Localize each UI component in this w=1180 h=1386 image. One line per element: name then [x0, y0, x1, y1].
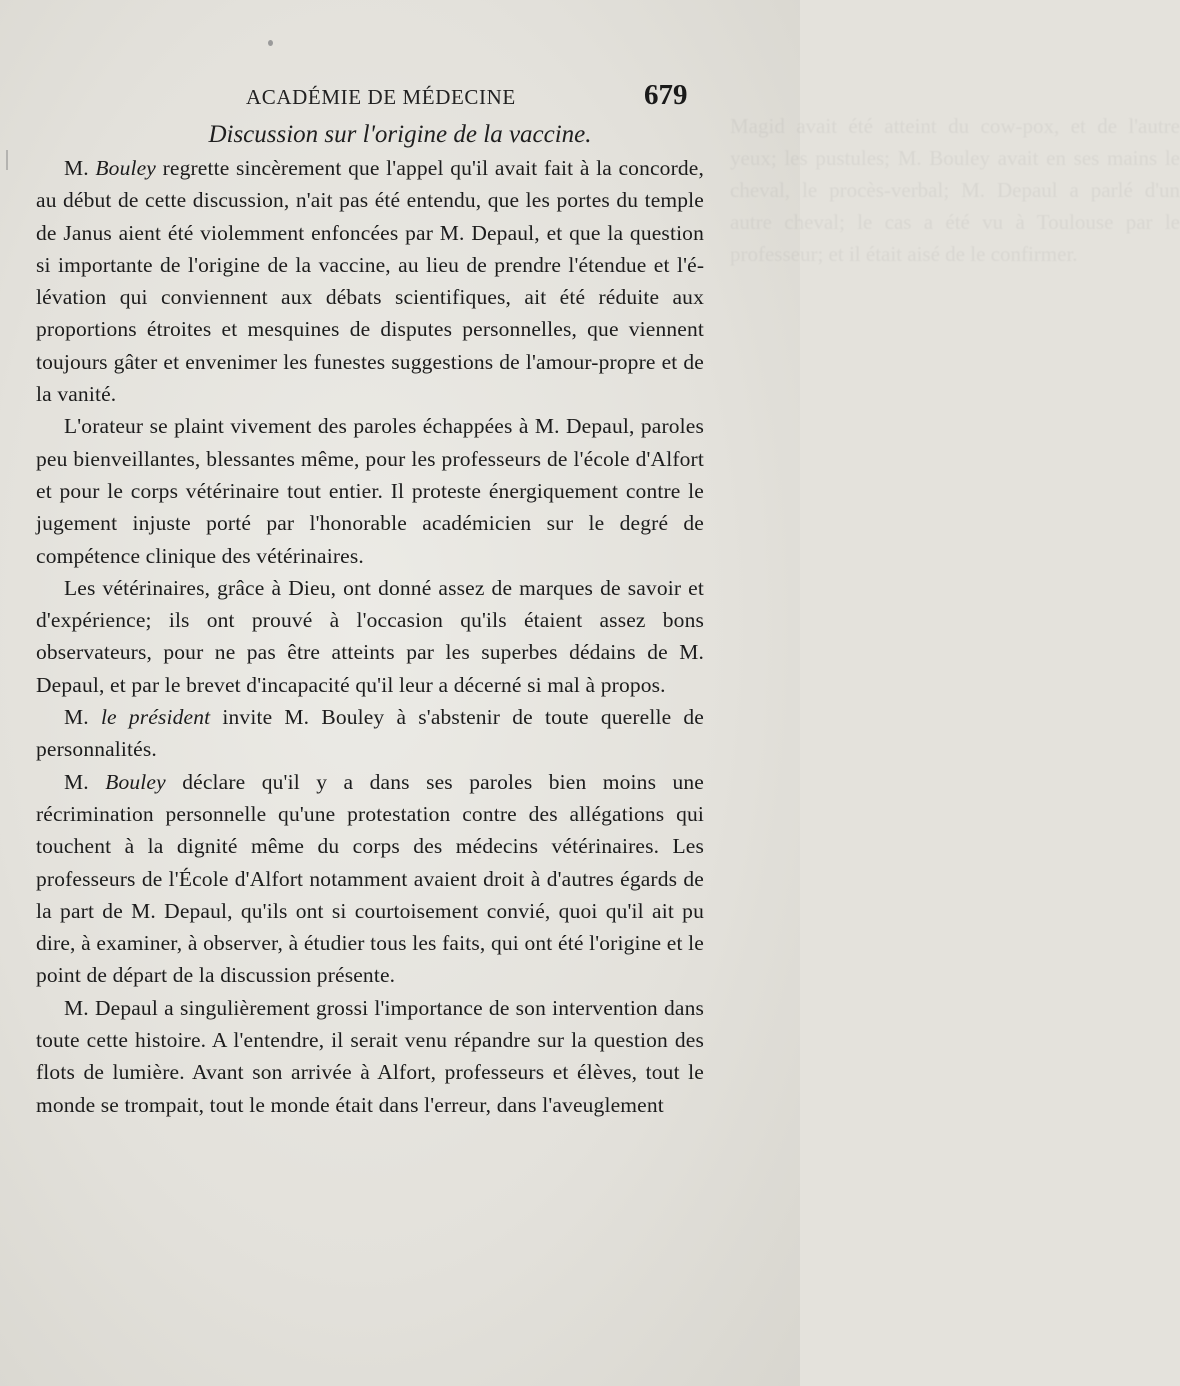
speaker-name: le président	[100, 705, 211, 730]
paragraph-1	[36, 152, 704, 410]
ink-speck	[268, 40, 273, 46]
body-text	[36, 152, 704, 1121]
page-header	[0, 79, 800, 113]
speaker-name: Bouley	[105, 769, 166, 794]
paragraph-text: invite M. Bouley à s'abstenir de toute querelle de personnalités.	[36, 705, 704, 762]
paragraph-5	[36, 766, 704, 992]
paragraph-text: regrette sincèrement que l'appel qu'il avait fait à la concorde, au début de cette discussion, n'ait pas été entendu, que les portes du temple de Janus aient été violemment enfoncées par M. Depaul, et que la question si importante de l'origine de la vaccine, au lieu de prendre l'étendue et l'élévation qui conviennent aux débats scientifiques, ait été réduite aux proportions étroites et mesquines de disputes personnelles, que viennent toujours gâter et envenimer les funestes suggestions de l'amour-propre et de la vanité.	[36, 156, 705, 407]
speaker-name: Bouley	[95, 156, 156, 180]
speaker-prefix: M.	[64, 705, 101, 730]
running-head: ACADÉMIE DE MÉDECINE	[246, 85, 516, 109]
paragraph-3	[36, 572, 704, 701]
bleed-through-text: Magid avait été atteint du cow-pox, et de l'autre yeux; les pustules; M. Bouley avait en ses mains le cheval, le procès-verbal; M. Depaul a parlé d'un autre cheval; le cas a été vu à Toulouse par le professeur; et il était aisé de le confirmer.	[730, 114, 1180, 266]
speaker-prefix: M.	[64, 156, 96, 180]
page-number: 679	[644, 79, 688, 111]
section-title: Discussion sur l'origine de la vaccine.	[208, 121, 592, 148]
paragraph-text: déclare qu'il y a dans ses paroles bien moins une récrimination personnelle qu'une protestation contre des allégations qui touchent à la dignité même du corps des médecins vétérinaires. Les professeurs de l'École d'Alfort notamment avaient droit à d'autres égards de la part de M. Depaul, qu'ils ont si courtoisement convié, quoi qu'il ait pu dire, à examiner, à observer, à étudier tous les faits, qui ont été l'origine et le point de départ de la discussion présente.	[36, 769, 705, 988]
paragraph-4	[36, 701, 704, 766]
paragraph-6	[36, 992, 704, 1121]
paragraph-text: M. Depaul a singulièrement grossi l'importance de son intervention dans toute cette histoire. A l'entendre, il serait venu répandre sur la question des flots de lumière. Avant son arrivée à Alfort, professeurs et élèves, tout le monde se trompait, tout le monde était dans l'erreur, dans l'aveuglement	[36, 995, 704, 1117]
paragraph-text: Les vétérinaires, grâce à Dieu, ont donné assez de marques de savoir et d'expérience; ils ont prouvé à l'occasion qu'ils étaient assez bons observateurs, pour ne pas être atteints par les superbes dédains de M. Depaul, et par le brevet d'incapacité qu'il leur a décerné si mal à propos.	[36, 575, 704, 697]
paragraph-text: L'orateur se plaint vivement des paroles échappées à M. Depaul, paroles peu bienveillantes, blessantes même, pour les professeurs de l'école d'Alfort et pour le corps vétérinaire tout entier. Il proteste énergiquement contre le jugement injuste porté par l'honorable académicien sur le degré de compétence clinique des vétérinaires.	[36, 414, 704, 568]
speaker-prefix: M.	[64, 769, 106, 794]
margin-mark	[6, 150, 8, 170]
paragraph-2	[36, 410, 704, 571]
